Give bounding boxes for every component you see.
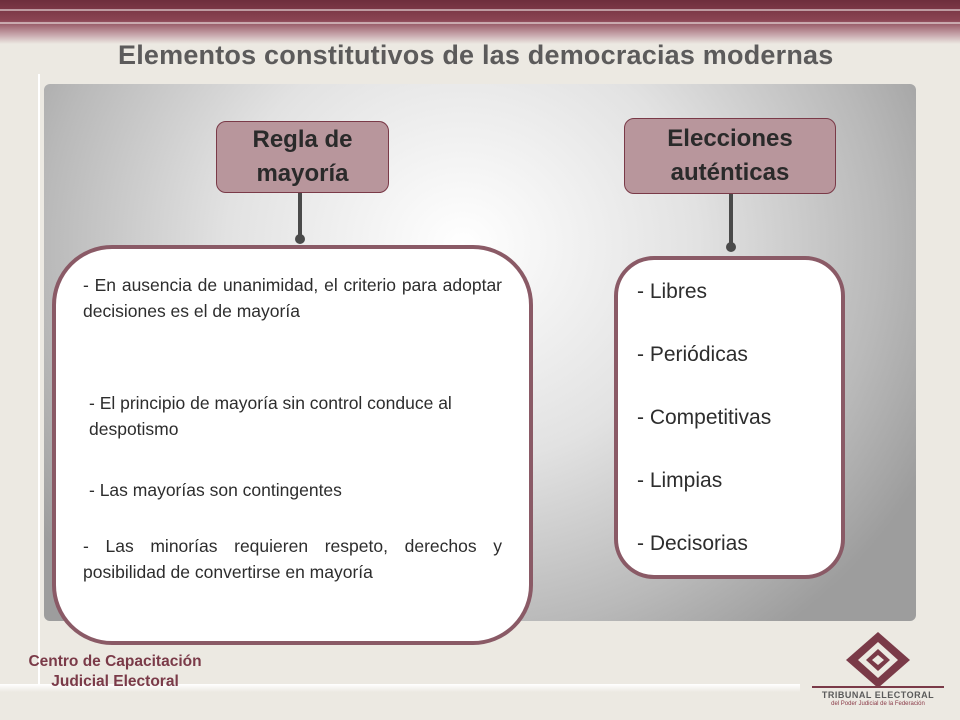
node-label-line2: auténticas (670, 159, 790, 186)
list-item: - Las minorías requieren respeto, derechos y posibilidad de convertirse en mayoría (83, 536, 502, 582)
list-item: - Competitivas (637, 406, 772, 429)
logo-name: TRIBUNAL ELECTORAL (821, 690, 935, 700)
footer-line2: Judicial Electoral (51, 673, 179, 690)
logo-subtitle: del Poder Judicial de la Federación (831, 701, 925, 707)
majority-rule-list-2 (89, 390, 469, 442)
list-item: - Libres (637, 280, 708, 303)
connector-right (729, 194, 733, 248)
tribunal-logo (808, 630, 948, 718)
majority-rule-list-3 (89, 477, 508, 503)
connector-dot-left (295, 234, 305, 244)
node-label-line1: Regla de (252, 126, 353, 153)
tribunal-emblem-icon (808, 630, 948, 690)
left-rule (38, 74, 40, 684)
top-banner (0, 0, 960, 44)
node-elecciones-autenticas (624, 118, 836, 194)
elections-list (637, 277, 771, 592)
list-item: - Limpias (637, 469, 723, 492)
footer-org (0, 652, 230, 692)
majority-rule-list-4 (83, 533, 502, 585)
footer-line1: Centro de Capacitación (28, 653, 202, 670)
list-item: - Decisorias (637, 532, 748, 555)
connector-dot-right (726, 242, 736, 252)
node-label-line2: mayoría (256, 160, 349, 187)
page-title: Elementos constitutivos de las democracias modernas (118, 40, 834, 70)
node-regla-de-mayoria (216, 121, 389, 193)
list-item: - El principio de mayoría sin control conduce al despotismo (89, 393, 452, 439)
list-item: - En ausencia de unanimidad, el criterio para adoptar decisiones es el de mayoría (83, 275, 502, 321)
list-item: - Periódicas (637, 343, 748, 366)
node-label-line1: Elecciones (667, 125, 793, 152)
majority-rule-list (83, 272, 502, 324)
connector-left (298, 193, 302, 239)
list-item: - Las mayorías son contingentes (89, 480, 342, 500)
